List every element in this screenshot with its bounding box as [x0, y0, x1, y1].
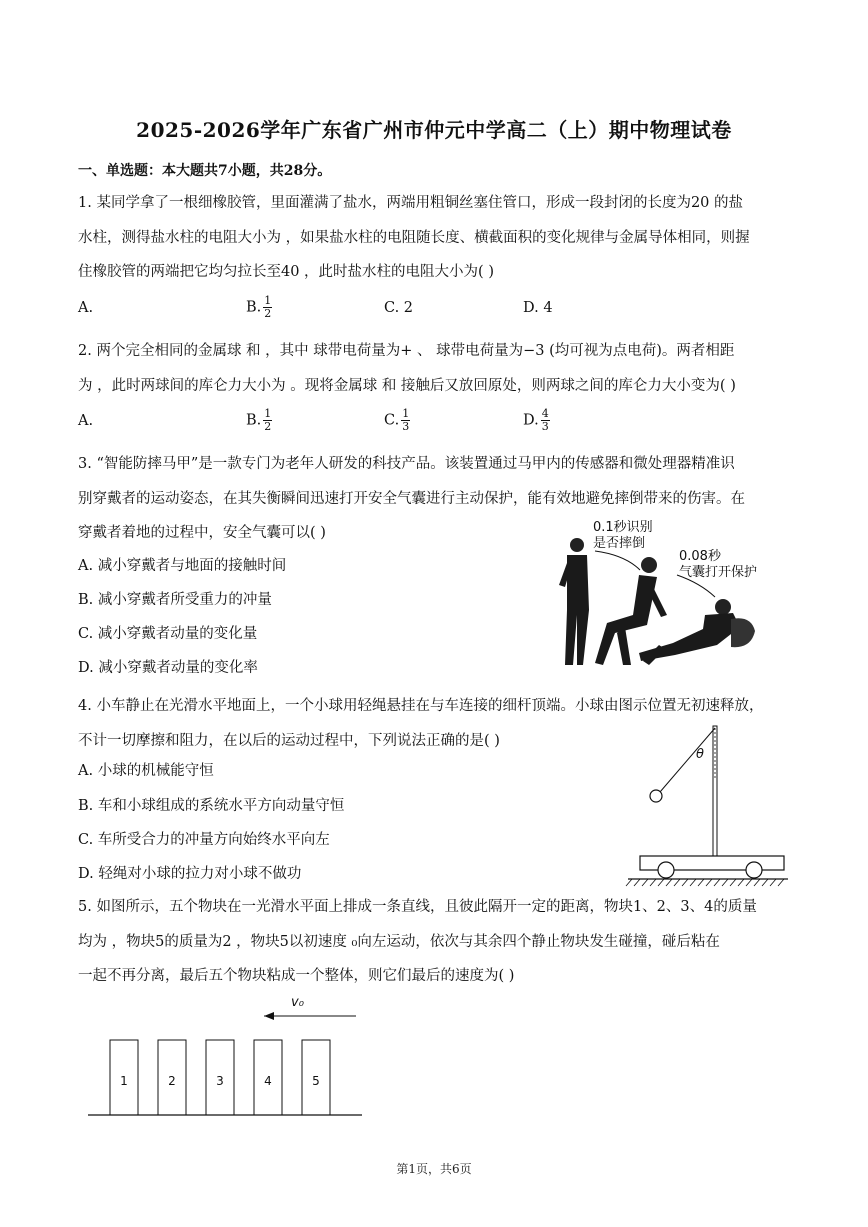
question-text-line: 别穿戴者的运动姿态，在其失衡瞬间迅速打开安全气囊进行主动保护，能有效地避免摔倒带来的伤害。在: [78, 490, 745, 507]
wheel-icon: [658, 862, 674, 878]
option-d: D. 4: [523, 300, 553, 316]
fraction: [263, 295, 272, 320]
option-b: [246, 295, 272, 320]
option-c: C. 车所受合力的冲量方向始终水平向左: [78, 832, 330, 848]
option-b: [246, 408, 272, 433]
question-text-line: 均为 ，物块5的质量为2 ，物块5以初速度 ₀向左运动，依次与其余四个静止物块发生碰撞，碰后粘在: [78, 933, 720, 950]
option-label: C.: [384, 412, 400, 429]
question-text-line: 水柱，测得盐水柱的电阻大小为 ，如果盐水柱的电阻随长度、横截面积的变化规律与金属导体相同，则握: [78, 229, 750, 246]
blocks-figure: [82, 990, 372, 1120]
block: [110, 1040, 138, 1115]
option-label: B.: [246, 412, 262, 429]
option-c: [384, 408, 410, 433]
block-label: 2: [168, 1074, 176, 1088]
block-label: 3: [216, 1074, 224, 1088]
fraction-denominator: 2: [264, 307, 272, 320]
option-c: C. 减小穿戴者动量的变化量: [78, 626, 258, 642]
figure-label: 0.08秒: [679, 549, 721, 564]
question-text-line: 一起不再分离，最后五个物块粘成一个整体，则它们最后的速度为( ): [78, 968, 515, 984]
block-label: 5: [312, 1074, 320, 1088]
question-5: [78, 890, 790, 994]
block-label: 1: [120, 1074, 128, 1088]
page-title: 2025-2026学年广东省广州市仲元中学高二（上）期中物理试卷: [136, 118, 732, 142]
standing-person-icon: [559, 538, 589, 665]
question-text-line: 3. “智能防摔马甲”是一款专门为老年人研发的科技产品。该装置通过马甲内的传感器和微处理器精准识: [78, 456, 735, 472]
fraction-denominator: 2: [264, 420, 272, 433]
option-a: A.: [78, 300, 94, 316]
angle-label: θ: [696, 747, 704, 762]
block-label: 4: [264, 1074, 272, 1088]
question-text-line: 2. 两个完全相同的金属球 和 ，其中 球带电荷量为+ 、 球带电荷量为−3 (均可视为点电荷)。两者相距: [78, 343, 735, 359]
velocity-label: v₀: [291, 995, 304, 1010]
fraction-numerator: 1: [264, 407, 272, 420]
fraction: [541, 408, 550, 433]
option-label: B.: [246, 299, 262, 316]
question-text-line: 1. 某同学拿了一根细橡胶管，里面灌满了盐水，两端用粗铜丝塞住管口，形成一段封闭的长度为20 的盐: [78, 195, 743, 211]
question-text-line: 4. 小车静止在光滑水平地面上，一个小球用轻绳悬挂在与车连接的细杆顶端。小球由图示位置无初速释放，: [78, 698, 764, 714]
question-text-line: 为 ，此时两球间的库仑力大小为 。现将金属球 和 接触后又放回原处，则两球之间的库仑力大小变为( ): [78, 377, 736, 394]
option-a: A. 小球的机械能守恒: [78, 763, 214, 779]
fall-protection-figure: [555, 515, 795, 675]
ball-icon: [650, 790, 662, 802]
question-text-line: 不计一切摩擦和阻力，在以后的运动过程中，下列说法正确的是( ): [78, 732, 500, 749]
option-label: D.: [523, 412, 539, 429]
block: [254, 1040, 282, 1115]
figure-label: 0.1秒识别: [593, 520, 653, 535]
fraction-denominator: 3: [402, 420, 410, 433]
question-1: [78, 186, 790, 290]
fraction-numerator: 1: [264, 294, 272, 307]
fraction-denominator: 3: [541, 420, 549, 433]
option-a: A. 减小穿戴者与地面的接触时间: [78, 558, 287, 574]
question-2: [78, 334, 790, 403]
fraction: [401, 408, 410, 433]
option-b: B. 减小穿戴者所受重力的冲量: [78, 592, 272, 608]
block: [302, 1040, 330, 1115]
wheel-icon: [746, 862, 762, 878]
option-b: B. 车和小球组成的系统水平方向动量守恒: [78, 798, 345, 814]
block: [158, 1040, 186, 1115]
option-c: C. 2: [384, 300, 414, 316]
fraction-numerator: 4: [541, 407, 549, 420]
question-text-line: 5. 如图所示，五个物块在一光滑水平面上排成一条直线，且彼此隔开一定的距离，物块1、2、3、4的质量: [78, 899, 757, 915]
fraction-numerator: 1: [402, 407, 410, 420]
cart-pendulum-figure: [622, 718, 792, 888]
option-d: D. 减小穿戴者动量的变化率: [78, 660, 258, 676]
page-footer: 第1页，共6页: [396, 1162, 472, 1176]
option-a: A.: [78, 413, 94, 429]
arrow-left-icon: [264, 1012, 274, 1020]
section-heading: 一、单选题：本大题共7小题，共28分。: [78, 163, 332, 179]
fraction: [263, 408, 272, 433]
option-d: D. 轻绳对小球的拉力对小球不做功: [78, 866, 302, 882]
question-2-options: [78, 407, 678, 443]
question-text-line: 穿戴者着地的过程中，安全气囊可以( ): [78, 525, 326, 541]
figure-label: 气囊打开保护: [679, 565, 758, 580]
question-text-line: 住橡胶管的两端把它均匀拉长至40 ，此时盐水柱的电阻大小为( ): [78, 264, 494, 280]
block: [206, 1040, 234, 1115]
option-d: [523, 408, 550, 433]
question-1-options: [78, 294, 678, 330]
figure-label: 是否摔倒: [593, 536, 646, 551]
fallen-person-icon: [639, 599, 755, 665]
